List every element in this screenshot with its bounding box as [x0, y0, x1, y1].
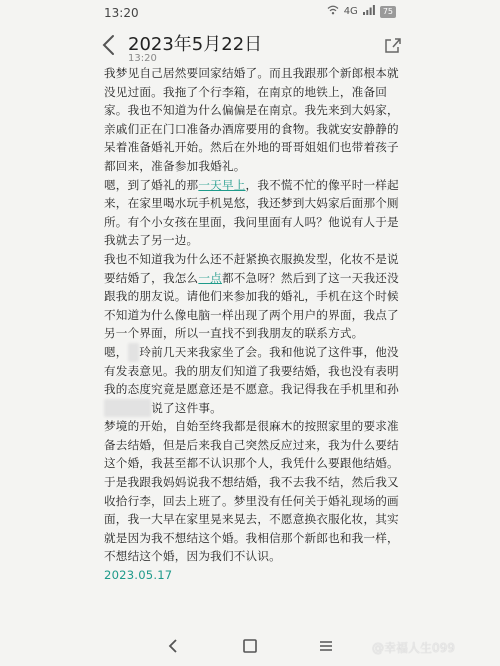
- wifi-icon: [327, 5, 339, 18]
- paragraph-4-text-d: 说了这件事。: [151, 400, 222, 415]
- nav-back-button[interactable]: [164, 636, 184, 656]
- chevron-left-icon: [100, 34, 118, 56]
- date-line: 2023.05.17: [104, 568, 173, 583]
- note-body[interactable]: [104, 64, 400, 585]
- nav-home-button[interactable]: [240, 636, 260, 656]
- paragraph-4: [104, 343, 400, 417]
- signal-label: 4G: [343, 6, 358, 17]
- system-nav-bar: [100, 632, 400, 660]
- paragraph-2: [104, 176, 400, 250]
- paragraph-4-text-c: 孙: [387, 382, 399, 397]
- back-button[interactable]: [100, 34, 118, 56]
- nav-recents-icon: [316, 636, 336, 656]
- paragraph-3-text-b: 都不急呀？然后到了这一天我还没跟我的朋友说。请他们来参加我的婚礼，手机在这个时候不知道为什么像电脑一样出现了两个用户的界面，我点了另一个界面，所以一直找不到我朋友的联系方式。: [104, 270, 399, 341]
- share-icon: [384, 36, 402, 54]
- paragraph-2-text-b: ，我不慌不忙的像平时一样起来，在家里喝水玩手机晃悠，我还梦到大妈家后面那个厕所。有个小女孩在里面，我问里面有人吗？他说有人于是我就去了另一边。: [104, 177, 399, 248]
- status-icons: [327, 5, 396, 18]
- redacted-name-2: [104, 399, 151, 418]
- paragraph-4-text-b: 玲前几天来我家坐了会。我和他说了这件事，他没有发表意见。我的朋友们知道了我要结婚，我也没有表明我的态度究竟是愿意还是不愿意。我记得我在手机里和: [104, 344, 399, 397]
- share-button[interactable]: [384, 36, 402, 54]
- a-little-link[interactable]: 一点: [198, 270, 222, 285]
- note-edit-time: 13:20: [128, 53, 157, 64]
- paragraph-2-text-a: 嗯，到了婚礼的那: [104, 177, 199, 192]
- morning-link[interactable]: 一天早上: [198, 177, 246, 192]
- redacted-name: [128, 343, 140, 362]
- paragraph-1: 我梦见自己居然要回家结婚了。而且我跟那个新郎根本就没见过面。我拖了个行李箱，在南京的地铁上，准备回家。我也不知道为什么偏偏是在南京。我先来到大妈家，亲戚们正在门口准备办酒席要用的食物。我就安安静静的呆着准备婚礼开始。然后在外地的哥哥姐姐们也带着孩子都回来，准备参加我婚礼。: [104, 66, 399, 173]
- paragraph-4-text-a: 嗯，: [104, 344, 128, 359]
- note-title: 2023年5月22日: [128, 34, 263, 55]
- status-bar: [0, 0, 500, 26]
- paragraph-5: 梦境的开始，自始至终我都是很麻木的按照家里的要求准备去结婚，但是后来我自己突然反应过来，我为什么要结这个婚，我甚至都不认识那个人，我凭什么要跟他结婚。于是我跟我妈妈说我不想结婚，我不去我不结，然后我又收拾行李，回去上班了。梦里没有任何关于婚礼现场的画面，我一大早在家里晃来晃去，不愿意换衣服化妆，其实就是因为我不想结这个婚。我相信那个新郎也和我一样，不想结这个婚，因为我们不认识。: [104, 419, 399, 564]
- watermark: @幸福人生099: [372, 641, 455, 655]
- paragraph-3: [104, 250, 400, 343]
- nav-back-icon: [164, 636, 184, 656]
- status-time: 13:20: [104, 6, 139, 20]
- note-header: [96, 28, 408, 68]
- battery-icon: 75: [380, 6, 396, 18]
- nav-recents-button[interactable]: [316, 636, 336, 656]
- paragraph-3-text-a: 我也不知道我为什么还不赶紧换衣服换发型，化妆不是说要结婚了，我怎么: [104, 251, 399, 285]
- signal-icon: [363, 5, 375, 18]
- nav-home-icon: [240, 636, 260, 656]
